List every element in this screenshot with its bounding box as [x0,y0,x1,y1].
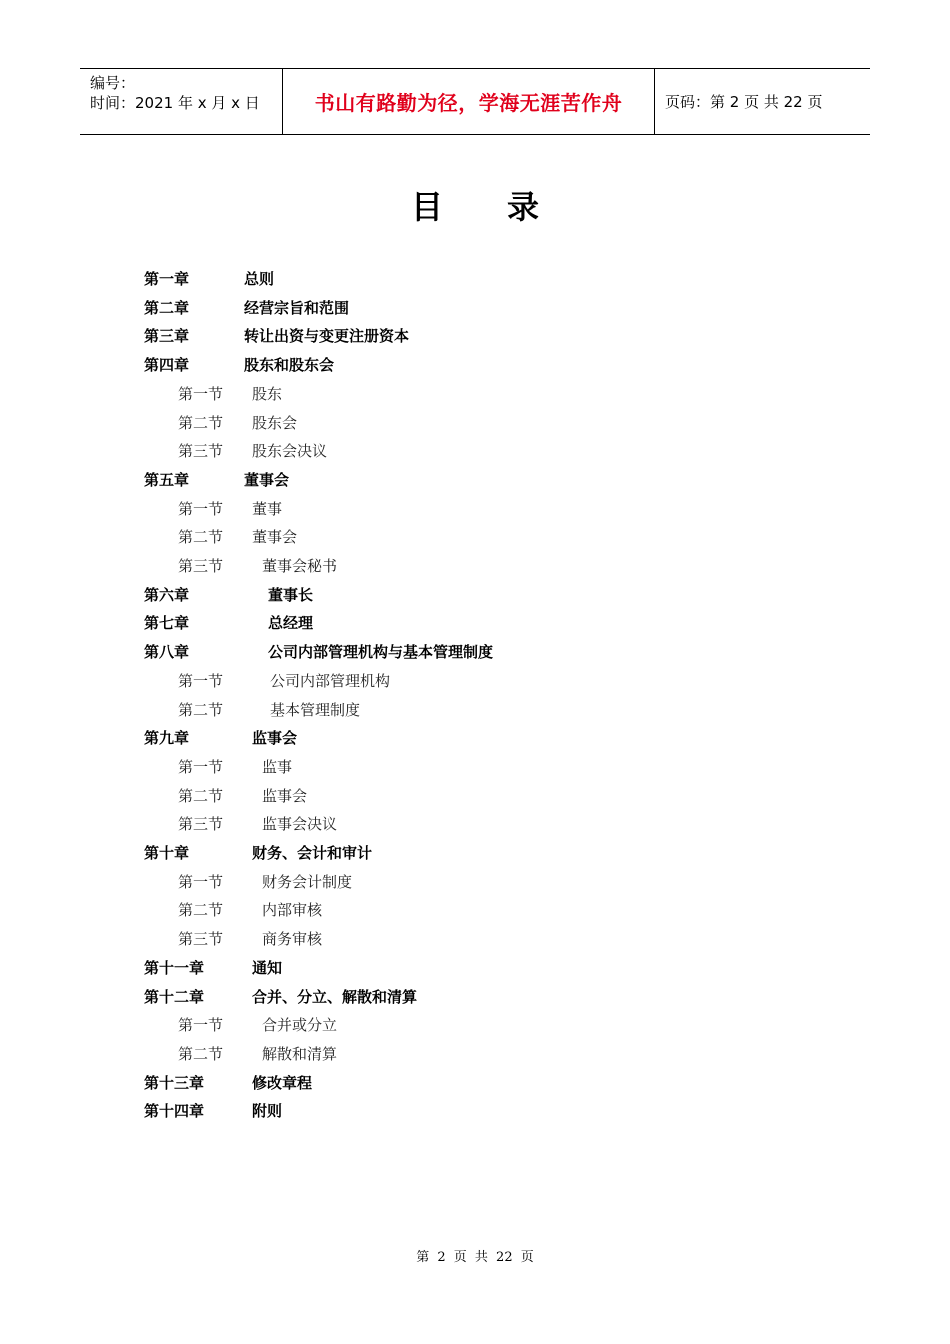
toc-number: 第二章 [144,298,190,317]
toc-title: 董事会秘书 [262,557,338,575]
toc-chapter [0,986,950,1010]
toc-number: 第七章 [144,614,190,633]
toc-section [0,699,950,723]
header-meta [80,69,282,134]
toc-title: 修改章程 [252,1073,313,1092]
toc-title: 内部审核 [262,901,323,920]
toc-number: 第三节 [178,930,224,949]
page-title: 目录 [410,188,603,226]
toc-chapter [0,1100,950,1124]
toc-number: 第一节 [178,671,224,690]
toc-chapter [0,957,950,981]
header-number: 编号： [90,74,136,92]
toc-number: 第一节 [178,384,224,403]
toc-number: 第十章 [144,844,190,862]
toc-title: 监事会 [262,786,308,805]
toc-section [0,1014,950,1038]
toc-number: 第四章 [144,356,190,375]
toc-section [0,498,950,522]
toc-number: 第一章 [144,270,190,288]
toc-number: 第三节 [178,442,224,461]
toc-number: 第一节 [178,499,224,518]
toc-chapter [0,325,950,349]
toc-title: 董事会 [244,470,290,489]
toc-title: 股东 [252,384,283,403]
toc-number: 第一节 [178,872,224,891]
toc-title: 监事会 [252,729,298,748]
toc-title: 总经理 [268,614,314,633]
toc-title: 监事会决议 [262,815,338,834]
toc-title: 董事长 [268,585,314,604]
toc-title: 股东和股东会 [244,356,335,375]
toc-section [0,813,950,837]
toc-number: 第二节 [178,901,224,920]
toc-number: 第二节 [178,528,224,547]
toc-title: 董事会 [252,528,298,547]
document-header [80,68,870,135]
toc-section [0,756,950,780]
toc-number: 第三节 [178,557,224,575]
toc-title: 财务、会计和审计 [252,844,373,862]
toc-title: 公司内部管理机构 [270,671,391,690]
toc-title: 通知 [252,958,283,977]
toc-chapter [0,297,950,321]
toc-section [0,928,950,952]
toc-section [0,871,950,895]
toc-number: 第十一章 [144,958,205,977]
toc-chapter [0,612,950,636]
toc-section [0,555,950,579]
toc-number: 第一节 [178,1016,224,1035]
toc-section [0,526,950,550]
toc-number: 第二节 [178,700,224,719]
toc-number: 第六章 [144,585,190,604]
toc-title: 董事 [252,499,283,518]
toc-title: 合并或分立 [262,1016,338,1035]
toc-chapter [0,584,950,608]
toc-chapter [0,727,950,751]
toc-number: 第二节 [178,413,224,432]
toc-title: 解散和清算 [262,1044,338,1063]
toc-title: 合并、分立、解散和清算 [252,987,418,1006]
toc-number: 第九章 [144,729,190,748]
toc-number: 第十三章 [144,1073,205,1092]
toc-chapter [0,268,950,292]
toc-number: 第三节 [178,815,224,834]
toc-chapter [0,469,950,493]
toc-number: 第二节 [178,1044,224,1063]
header-time: 时间：2021 年 x 月 x 日 [90,94,260,112]
toc-title: 监事 [262,757,293,776]
toc-number: 第三章 [144,327,190,346]
toc-title: 股东会决议 [252,442,328,461]
toc-title: 财务会计制度 [262,872,353,891]
toc-chapter [0,842,950,866]
toc-section [0,1043,950,1067]
toc-title: 经营宗旨和范围 [244,298,350,317]
header-motto: 书山有路勤为径，学海无涯苦作舟 [282,69,655,134]
page-footer: 第 2 页 共 22 页 [416,1250,534,1265]
toc-title: 转让出资与变更注册资本 [244,327,410,346]
toc-chapter [0,1072,950,1096]
header-page-info: 页码：第 2 页 共 22 页 [665,93,823,111]
toc-number: 第二节 [178,786,224,805]
toc-number: 第十二章 [144,987,205,1006]
toc-title: 公司内部管理机构与基本管理制度 [268,643,494,662]
toc-title: 商务审核 [262,930,323,949]
toc-title: 基本管理制度 [270,700,361,719]
toc-section [0,412,950,436]
toc-number: 第十四章 [144,1102,205,1121]
toc-chapter [0,354,950,378]
toc-title: 股东会 [252,413,298,432]
toc-chapter [0,641,950,665]
toc-section [0,440,950,464]
toc-title: 总则 [244,270,275,288]
toc-number: 第一节 [178,757,224,776]
toc-section [0,899,950,923]
toc-section [0,785,950,809]
toc-number: 第八章 [144,643,190,662]
toc-section [0,383,950,407]
toc-number: 第五章 [144,470,190,489]
toc-section [0,670,950,694]
toc-title: 附则 [252,1102,283,1121]
